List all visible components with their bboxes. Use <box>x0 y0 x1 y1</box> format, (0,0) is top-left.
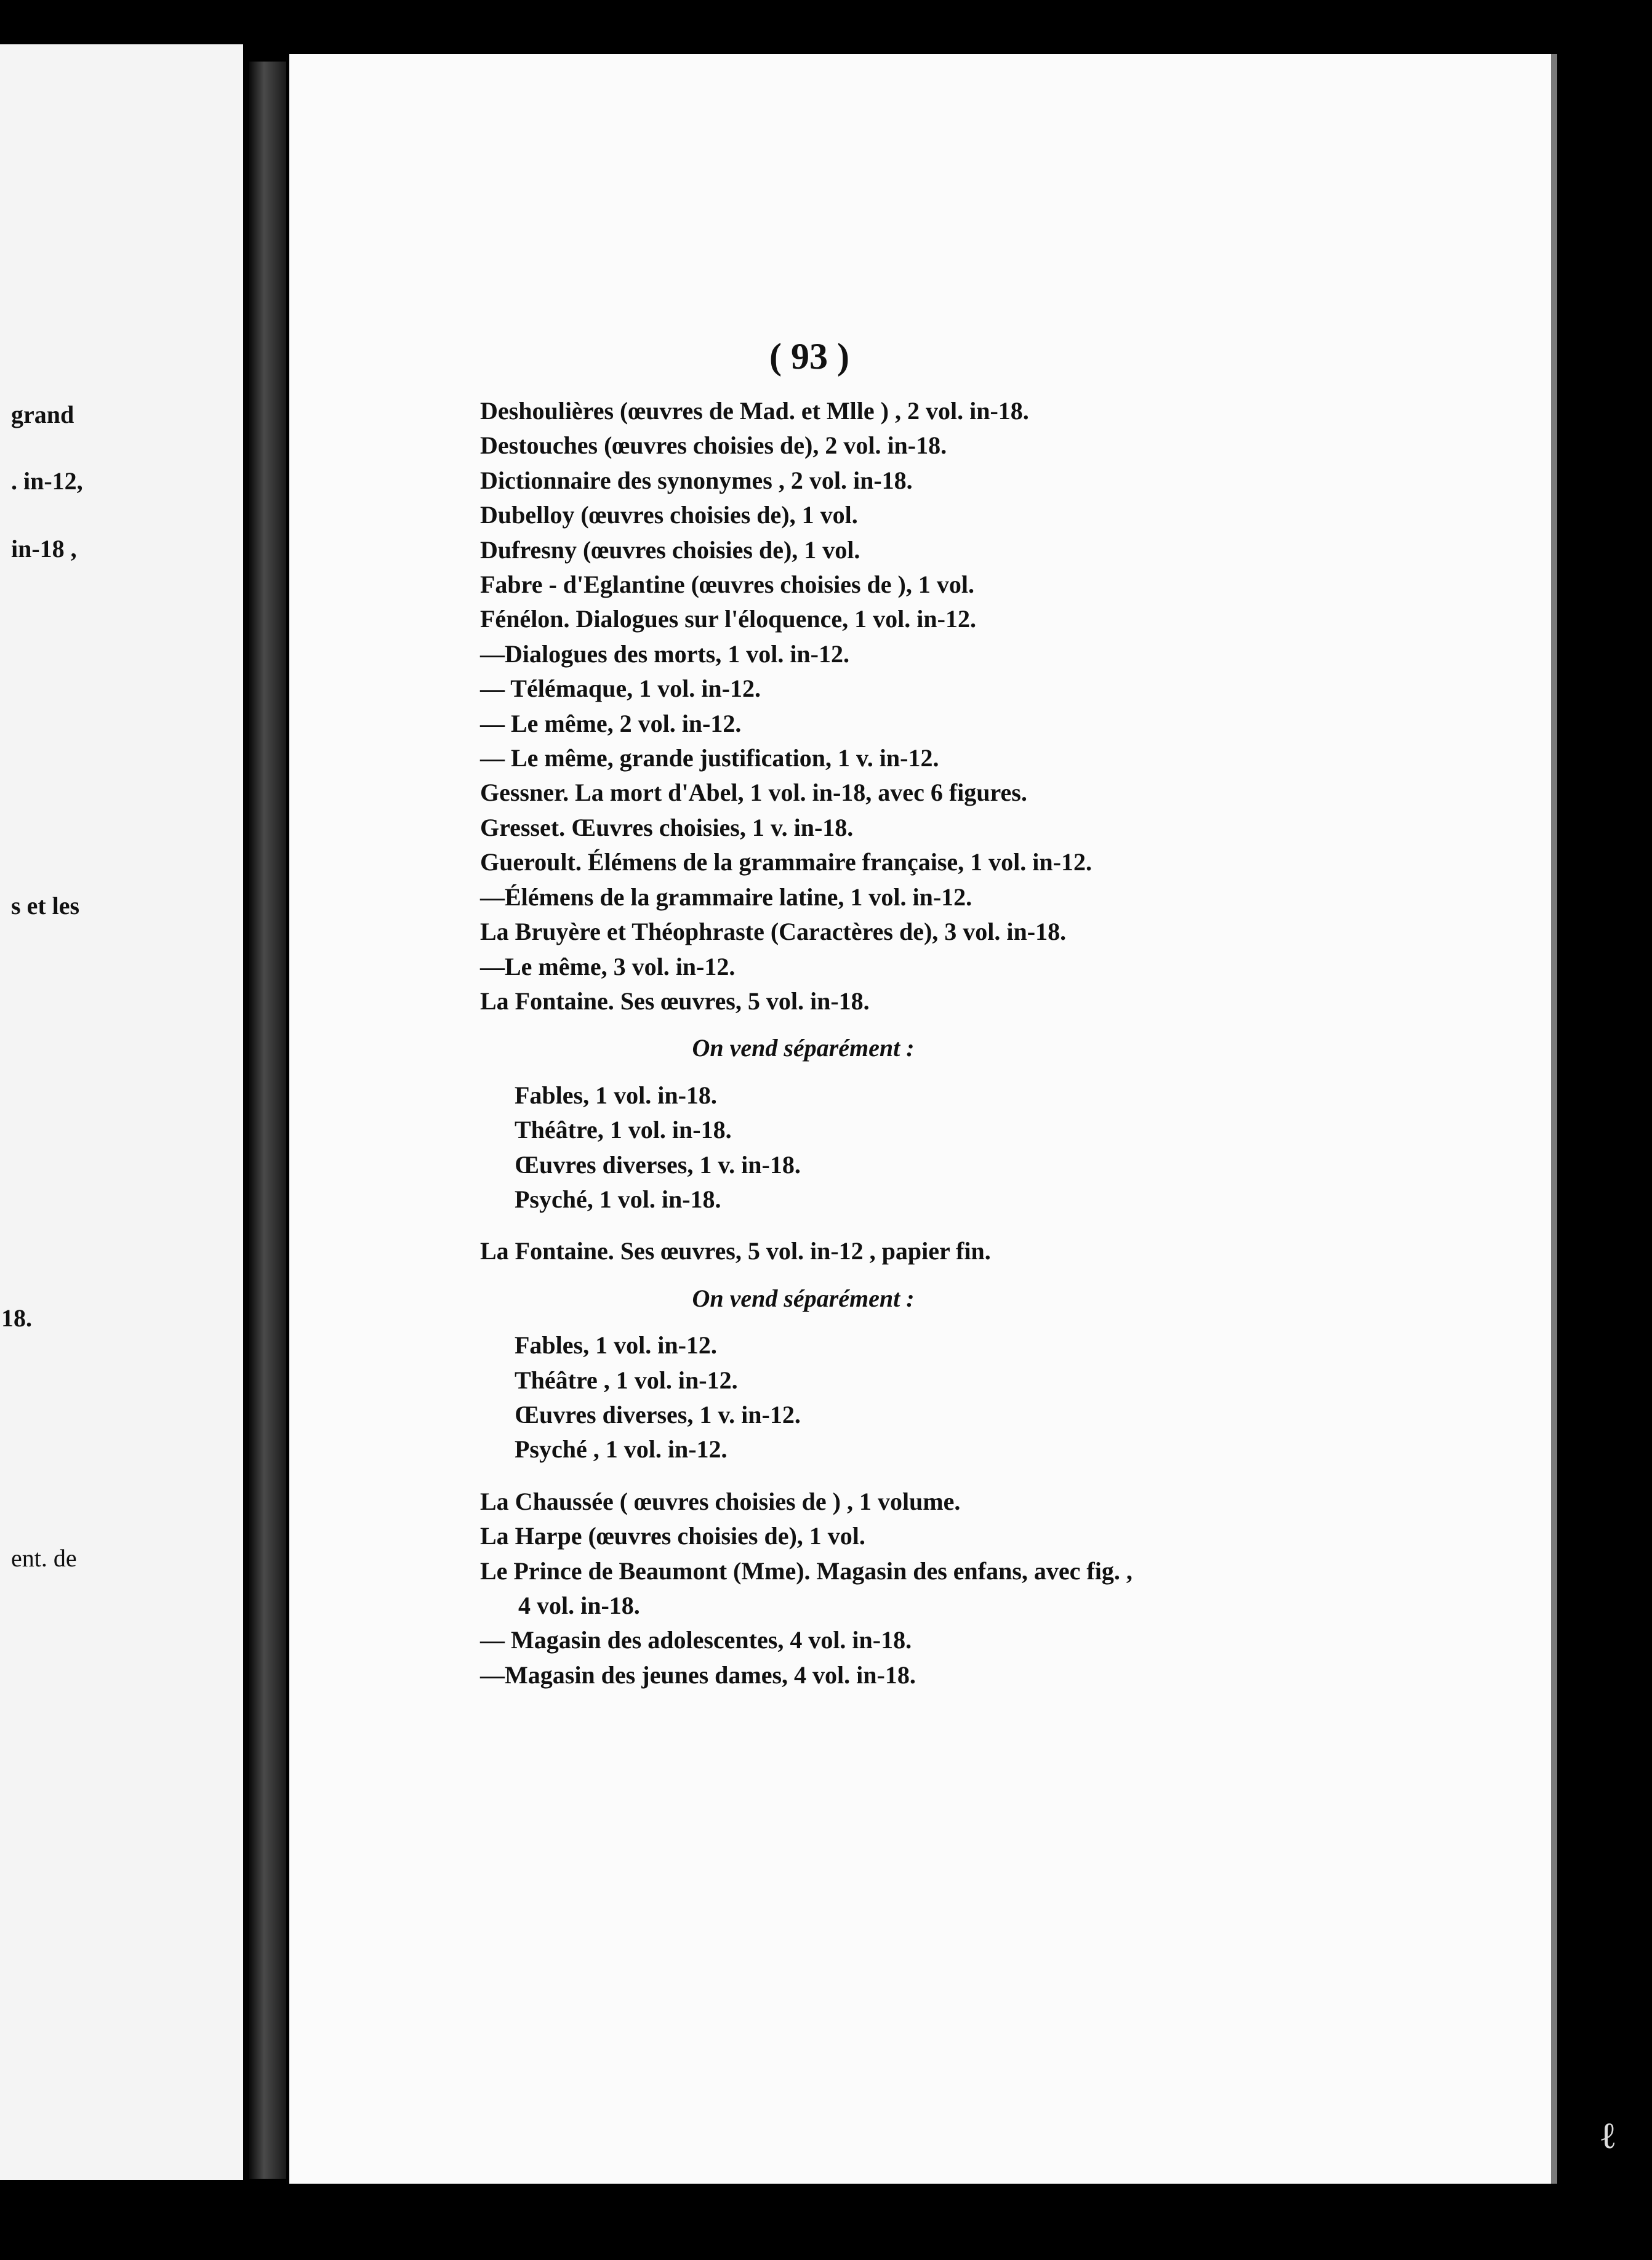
catalogue-entry: — Télémaque, 1 vol. in-12. <box>480 675 761 703</box>
section-subheading: On vend séparément : <box>692 1284 915 1312</box>
catalogue-entry: La Fontaine. Ses œuvres, 5 vol. in-12 , papier fin. <box>480 1237 991 1265</box>
catalogue-entry: —Élémens de la grammaire latine, 1 vol. in-12. <box>480 883 972 911</box>
page-edge <box>1551 54 1557 2184</box>
catalogue-list <box>480 394 1311 1693</box>
catalogue-entry: Dufresny (œuvres choisies de), 1 vol. <box>480 535 860 564</box>
catalogue-entry: —Dialogues des morts, 1 vol. in-12. <box>480 639 849 668</box>
catalogue-entry: — Magasin des adolescentes, 4 vol. in-18. <box>480 1626 912 1654</box>
sub-item: Œuvres diverses, 1 v. in-12. <box>515 1400 801 1429</box>
section-subheading: On vend séparément : <box>692 1034 915 1062</box>
catalogue-entry: —Magasin des jeunes dames, 4 vol. in-18. <box>480 1661 916 1689</box>
left-page-fragment: ent. de <box>11 1544 77 1572</box>
catalogue-entry: Gessner. La mort d'Abel, 1 vol. in-18, avec 6 figures. <box>480 779 1027 807</box>
catalogue-entry: La Harpe (œuvres choisies de), 1 vol. <box>480 1522 865 1550</box>
catalogue-entry: Dictionnaire des synonymes , 2 vol. in-18. <box>480 466 913 494</box>
page-number: ( 93 ) <box>769 336 849 377</box>
catalogue-entry: —Le même, 3 vol. in-12. <box>480 952 736 980</box>
catalogue-entry-continuation: 4 vol. in-18. <box>518 1592 640 1619</box>
margin-mark: ℓ <box>1599 2115 1617 2156</box>
catalogue-entry: Deshoulières (œuvres de Mad. et Mlle ) , 2 vol. in-18. <box>480 397 1029 425</box>
left-facing-page <box>0 44 243 2180</box>
sub-item: Théâtre , 1 vol. in-12. <box>515 1366 738 1394</box>
book-spine <box>249 62 286 2179</box>
catalogue-entry: Gueroult. Élémens de la grammaire française, 1 vol. in-12. <box>480 848 1092 876</box>
catalogue-entry: La Fontaine. Ses œuvres, 5 vol. in-18. <box>480 987 870 1015</box>
sub-item: Fables, 1 vol. in-18. <box>515 1081 717 1109</box>
catalogue-entry: Le Prince de Beaumont (Mme). Magasin des enfans, avec fig. , <box>480 1557 1133 1585</box>
sub-item: Fables, 1 vol. in-12. <box>515 1331 717 1360</box>
catalogue-entry: Gresset. Œuvres choisies, 1 v. in-18. <box>480 813 854 841</box>
catalogue-entry: — Le même, 2 vol. in-12. <box>480 709 742 737</box>
spacer <box>480 1217 1311 1234</box>
catalogue-entry: La Bruyère et Théophraste (Caractères de), 3 vol. in-18. <box>480 918 1067 946</box>
sub-item: Psyché , 1 vol. in-12. <box>515 1435 728 1464</box>
left-page-fragment: 18. <box>1 1304 32 1332</box>
catalogue-entry: Fabre - d'Eglantine (œuvres choisies de ), 1 vol. <box>480 571 974 599</box>
catalogue-entry: — Le même, grande justification, 1 v. in-12. <box>480 744 939 772</box>
sub-item: Œuvres diverses, 1 v. in-18. <box>515 1150 801 1179</box>
spacer <box>480 1467 1311 1485</box>
catalogue-entry: La Chaussée ( œuvres choisies de ) , 1 volume. <box>480 1487 961 1515</box>
left-page-fragment: . in-12, <box>11 467 83 495</box>
left-page-fragment: in-18 , <box>11 535 77 563</box>
catalogue-entry: Dubelloy (œuvres choisies de), 1 vol. <box>480 501 858 529</box>
left-page-fragment: grand <box>11 401 74 428</box>
sub-item: Psyché, 1 vol. in-18. <box>515 1185 721 1213</box>
catalogue-entry: Destouches (œuvres choisies de), 2 vol. in-18. <box>480 431 947 460</box>
left-page-fragment: s et les <box>11 892 80 920</box>
sub-item: Théâtre, 1 vol. in-18. <box>515 1116 732 1144</box>
catalogue-entry: Fénélon. Dialogues sur l'éloquence, 1 vol. in-12. <box>480 605 976 633</box>
